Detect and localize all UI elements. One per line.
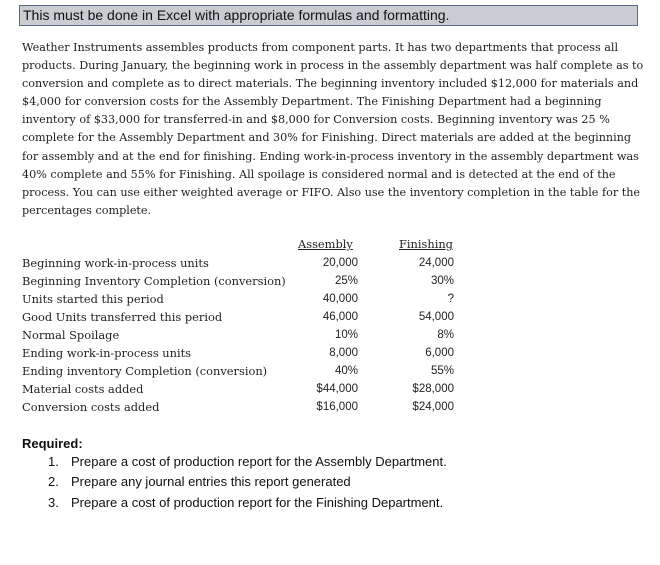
finishing-value: 8% [437, 329, 454, 341]
list-text: Prepare a cost of production report for the Finishing Department. [71, 495, 444, 510]
table-row [22, 290, 462, 308]
assembly-value: $44,000 [316, 383, 358, 395]
finishing-value: 30% [430, 275, 454, 287]
finishing-value: 24,000 [418, 257, 454, 269]
assembly-value: 40% [334, 365, 358, 377]
list-number: 2. [48, 474, 59, 489]
row-label: Beginning work-in-process units [22, 256, 209, 270]
row-label: Beginning Inventory Completion (conversion) [22, 274, 286, 288]
list-number: 3. [48, 495, 59, 510]
assembly-column-header: Assembly [298, 237, 353, 251]
row-label: Ending inventory Completion (conversion) [22, 364, 268, 378]
assembly-value: $16,000 [316, 401, 358, 413]
row-label: Conversion costs added [22, 400, 160, 414]
assembly-value: 8,000 [329, 347, 358, 359]
table-row [22, 398, 462, 416]
table-row [22, 344, 462, 362]
assembly-value: 10% [334, 329, 358, 341]
assembly-value: 40,000 [322, 293, 358, 305]
list-text: Prepare any journal entries this report generated [71, 474, 351, 489]
row-label: Normal Spoilage [22, 328, 120, 342]
table-row [22, 272, 462, 290]
row-label: Ending work-in-process units [22, 346, 192, 360]
finishing-value: 55% [430, 365, 454, 377]
table-row [22, 326, 462, 344]
finishing-value: 6,000 [425, 347, 454, 359]
finishing-column-header: Finishing [399, 237, 453, 251]
list-text: Prepare a cost of production report for the Assembly Department. [71, 454, 447, 469]
table-row [22, 254, 462, 272]
table-row [22, 380, 462, 398]
instruction-banner: This must be done in Excel with appropriate formulas and formatting. [19, 5, 638, 26]
row-label: Good Units transferred this period [22, 310, 223, 324]
finishing-value: 54,000 [418, 311, 454, 323]
finishing-value: $24,000 [412, 401, 454, 413]
problem-description: Weather Instruments assembles products from component parts. It has two departments that process all products. During January, the beginning work in process in the assembly department was half complete as to conversion and complete as to direct materials. The beginning inventory included $12,000 for materials and $4,000 for conversion costs for the Assembly Department. The Finishing Department had a beginning inventory of $33,000 for transferred-in and $8,000 for Conversion costs. Beginning inventory was 25 % complete for the Assembly Department and 30% for Finishing. Direct materials are added at the beginning for assembly and at the end for finishing. Ending work-in-process inventory in the assembly department was 40% complete and 55% for Finishing. All spoilage is considered normal and is detected at the end of the process. You can use either weighted average or FIFO. Also use the inventory completion in the table for the percentages complete. [22, 41, 644, 217]
assembly-value: 20,000 [322, 257, 358, 269]
table-row [22, 308, 462, 326]
finishing-value: $28,000 [412, 383, 454, 395]
row-label: Material costs added [22, 382, 144, 396]
table-row [22, 362, 462, 380]
assembly-value: 46,000 [322, 311, 358, 323]
row-label: Units started this period [22, 292, 164, 306]
assembly-value: 25% [334, 275, 358, 287]
list-number: 1. [48, 454, 59, 469]
finishing-value: ? [447, 293, 454, 305]
required-heading: Required: [22, 436, 83, 451]
